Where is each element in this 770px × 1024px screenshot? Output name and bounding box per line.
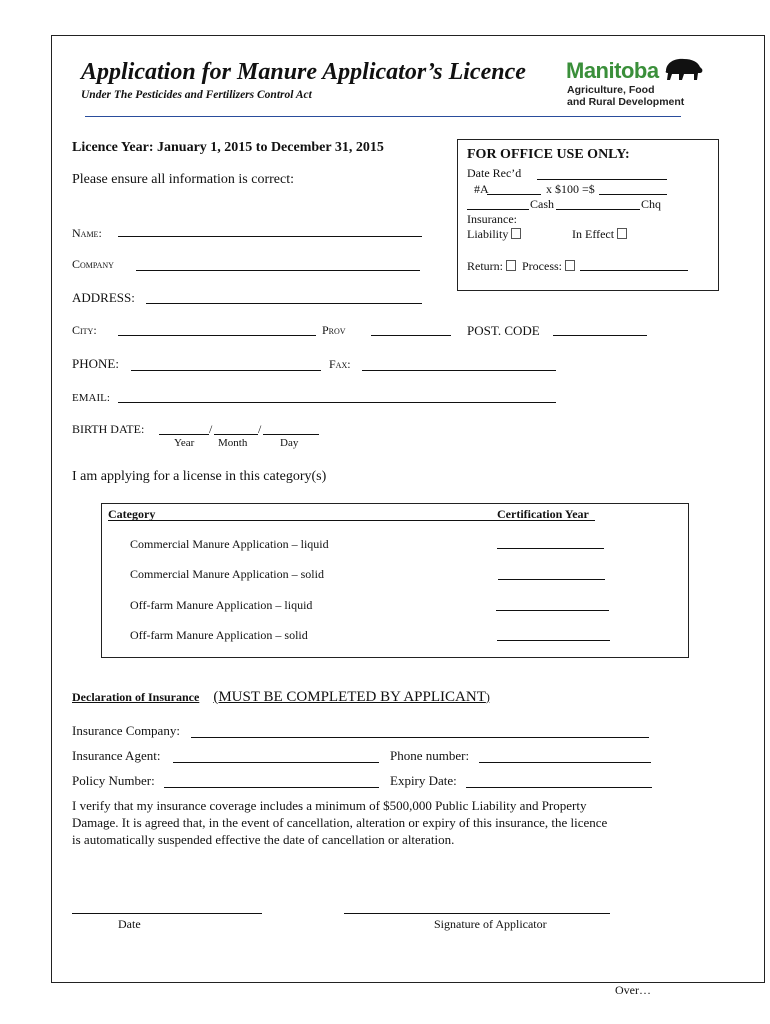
- licence-year: Licence Year: January 1, 2015 to December 31, 2015: [72, 140, 384, 155]
- expiry-date-field[interactable]: [466, 787, 652, 788]
- office-process-label: Process:: [522, 259, 562, 273]
- header-rule: [85, 116, 681, 117]
- office-in-effect[interactable]: [572, 227, 627, 242]
- office-chq-label: Chq: [641, 197, 662, 211]
- office-chq-line[interactable]: [556, 209, 640, 210]
- birth-day-caption: Day: [280, 437, 299, 449]
- return-checkbox[interactable]: [506, 260, 516, 271]
- process-checkbox[interactable]: [565, 260, 575, 271]
- certification-year-field[interactable]: [498, 579, 605, 580]
- birth-year-field[interactable]: [159, 434, 209, 435]
- declaration-heading: [72, 688, 490, 706]
- insurance-agent-field[interactable]: [173, 762, 379, 763]
- insurance-company-label: Insurance Company:: [72, 723, 180, 738]
- office-process[interactable]: [522, 259, 575, 274]
- birth-day-field[interactable]: [263, 434, 319, 435]
- office-liability-label: Liability: [467, 227, 509, 241]
- office-in-effect-label: In Effect: [572, 227, 615, 241]
- verify-line-3: is automatically suspended effective the date of cancellation or alteration.: [72, 832, 455, 847]
- birth-month-caption: Month: [218, 437, 248, 449]
- email-label: EMAIL:: [72, 392, 110, 404]
- birth-year-caption: Year: [174, 437, 195, 449]
- birth-date-label: BIRTH DATE:: [72, 422, 145, 436]
- office-title: FOR OFFICE USE ONLY:: [467, 147, 630, 162]
- office-fee-count-line[interactable]: [487, 194, 541, 195]
- city-field[interactable]: [118, 335, 316, 336]
- category-header: Category: [108, 507, 156, 521]
- form-subtitle: Under The Pesticides and Fertilizers Control Act: [81, 89, 312, 101]
- office-fee-hash: #A: [474, 182, 489, 196]
- date-separator: /: [258, 422, 262, 436]
- phone-label: PHONE:: [72, 356, 119, 371]
- certification-year-field[interactable]: [497, 640, 610, 641]
- in-effect-checkbox[interactable]: [617, 228, 627, 239]
- category-intro: I am applying for a license in this category(s): [72, 469, 327, 484]
- date-signature-field[interactable]: [72, 913, 262, 914]
- postcode-label: POST. CODE: [467, 323, 540, 338]
- date-separator: /: [209, 422, 213, 436]
- name-label: Name:: [72, 226, 102, 240]
- name-field[interactable]: [118, 236, 422, 237]
- insurance-agent-label: Insurance Agent:: [72, 748, 161, 763]
- declaration-label: Declaration of Insurance: [72, 690, 200, 704]
- must-complete-close: ): [485, 690, 490, 704]
- must-complete-text: (MUST BE COMPLETED BY APPLICANT: [213, 689, 486, 705]
- expiry-date-label: Expiry Date:: [390, 773, 457, 788]
- category-row-label: Off-farm Manure Application – solid: [130, 628, 308, 642]
- phone-field[interactable]: [131, 370, 321, 371]
- verify-line-2: Damage. It is agreed that, in the event of cancellation, alteration or expiry of this insurance, the licence: [72, 815, 608, 830]
- insurance-company-field[interactable]: [191, 737, 649, 738]
- fax-field[interactable]: [362, 370, 556, 371]
- category-row-label: Commercial Manure Application – solid: [130, 567, 324, 581]
- category-row-label: Commercial Manure Application – liquid: [130, 537, 329, 551]
- fax-label: Fax:: [329, 357, 351, 371]
- certification-year-field[interactable]: [497, 548, 604, 549]
- bison-icon: [662, 53, 704, 83]
- liability-checkbox[interactable]: [511, 228, 521, 239]
- office-cash-label: Cash: [530, 197, 554, 211]
- address-field[interactable]: [146, 303, 422, 304]
- office-cash-line[interactable]: [467, 209, 529, 210]
- office-return[interactable]: [467, 259, 516, 274]
- company-label: Company: [72, 257, 114, 271]
- company-field[interactable]: [136, 270, 420, 271]
- date-caption: Date: [118, 917, 141, 931]
- policy-number-field[interactable]: [164, 787, 379, 788]
- office-date-recd-line[interactable]: [537, 179, 667, 180]
- signature-caption: Signature of Applicator: [434, 917, 547, 931]
- ensure-text: Please ensure all information is correct:: [72, 172, 294, 187]
- office-return-label: Return:: [467, 259, 503, 273]
- applicator-signature-field[interactable]: [344, 913, 610, 914]
- prov-field[interactable]: [371, 335, 451, 336]
- office-process-line[interactable]: [580, 270, 688, 271]
- office-insurance-label: Insurance:: [467, 212, 517, 226]
- must-complete-label: [213, 689, 490, 705]
- city-label: City:: [72, 323, 97, 337]
- office-fee-total-line[interactable]: [599, 194, 667, 195]
- logo-line2: and Rural Development: [567, 96, 685, 108]
- policy-number-label: Policy Number:: [72, 773, 155, 788]
- over-footer: Over…: [615, 983, 651, 997]
- category-row-label: Off-farm Manure Application – liquid: [130, 598, 313, 612]
- email-field[interactable]: [118, 402, 556, 403]
- office-date-recd-label: Date Rec’d: [467, 166, 522, 180]
- logo-wordmark: Manitoba: [566, 58, 659, 83]
- certification-year-field[interactable]: [496, 610, 609, 611]
- prov-label: Prov: [322, 323, 346, 337]
- birth-month-field[interactable]: [214, 434, 258, 435]
- verify-line-1: I verify that my insurance coverage includes a minimum of $500,000 Public Liability and Property: [72, 798, 587, 813]
- logo-line1: Agriculture, Food: [567, 84, 655, 96]
- certification-year-header: Certification Year: [497, 507, 589, 521]
- address-label: ADDRESS:: [72, 290, 135, 305]
- phone-number-label: Phone number:: [390, 748, 470, 763]
- office-liability[interactable]: [467, 227, 521, 242]
- office-fee-mult: x $100 =$: [546, 182, 595, 196]
- postcode-field[interactable]: [553, 335, 647, 336]
- form-title: Application for Manure Applicator’s Licence: [81, 59, 526, 85]
- phone-number-field[interactable]: [479, 762, 651, 763]
